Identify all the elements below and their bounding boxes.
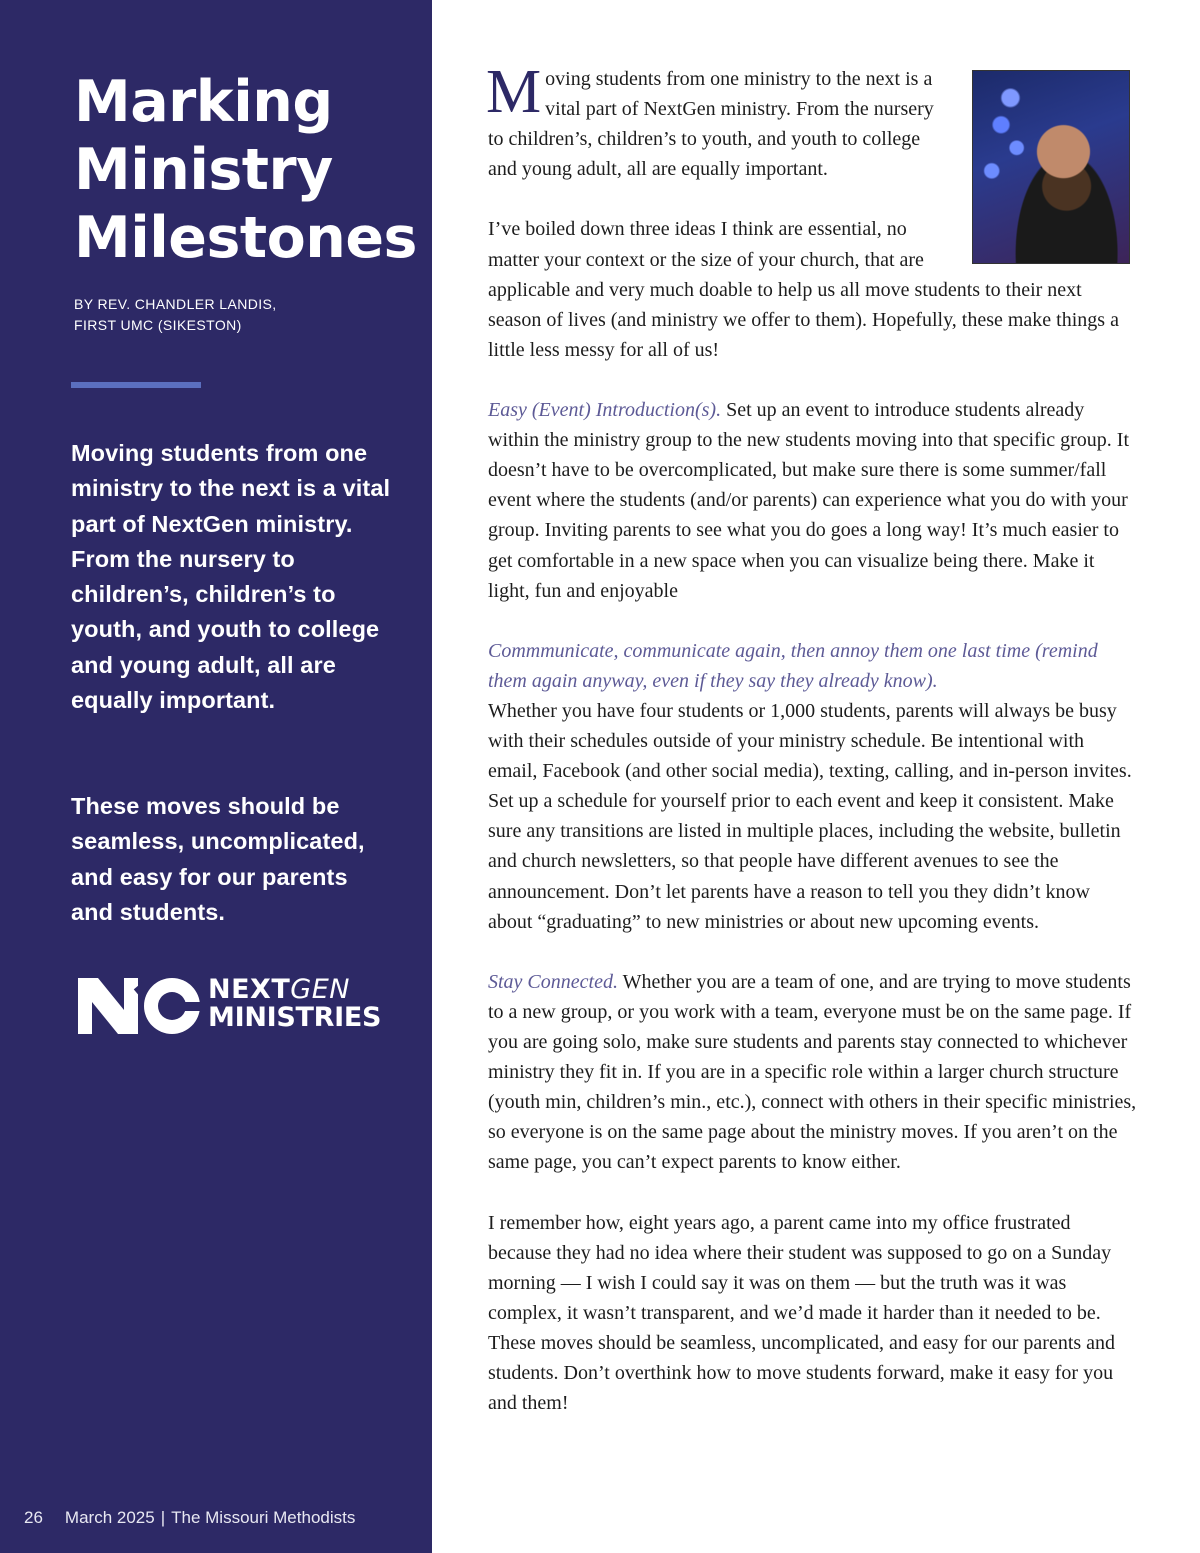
- title-line: Marking: [74, 69, 333, 135]
- issue-date: March 2025: [64, 1508, 155, 1527]
- section-lead: Easy (Event) Introduction(s).: [488, 399, 722, 422]
- accent-rule: [71, 382, 201, 388]
- page-footer: [24, 1506, 355, 1530]
- paragraph: [488, 967, 1138, 1178]
- logo-wordmark: [208, 976, 381, 1032]
- section-lead: Commmunicate, communicate again, then annoy them one last time (remind them again anyway, even if they say they already know).: [488, 639, 1098, 692]
- author-photo: [972, 70, 1130, 264]
- paragraph-text: Whether you are a team of one, and are trying to move students to a new group, or you work with a team, everyone must be on the same page. If you are going solo, make sure students and parents stay connected to whichever ministry they fit in. If you are in a specific role within a larger church structure (youth min, children’s min., etc.), connect with others in their specific ministries, so everyone is on the same page about the ministry moves. If you aren’t on the same page, you can’t expect parents to know either.: [488, 970, 1137, 1174]
- byline-church: FIRST UMC (SIKESTON): [74, 317, 242, 333]
- paragraph-text: Whether you have four students or 1,000 students, parents will always be busy with their schedules outside of your ministry schedule. Be intentional with email, Facebook (and other social media), texting, calling, and in-person invites. Set up a schedule for yourself prior to each event and keep it consistent. Make sure any transitions are listed in multiple places, including the website, bulletin and church newsletters, so that people have different avenues to see the announcement. Don’t let parents have a reason to tell you they didn’t know about “graduating” to new ministries or about new upcoming events.: [488, 699, 1132, 933]
- paragraph: [488, 395, 1138, 606]
- title-line: Milestones: [74, 205, 417, 271]
- page-number: 26: [24, 1508, 43, 1527]
- pull-quote: These moves should be seamless, uncomplicated, and easy for our parents and students.: [71, 793, 365, 925]
- paragraph: I’ve boiled down three ideas I think are essential, no matter your context or the size of your church, that are applicable and very much doable to help us all move students to their next season of lives (and ministry we offer to them). Hopefully, these make things a little less messy for all of us!: [488, 218, 1119, 361]
- section-lead: Stay Connected.: [488, 970, 618, 993]
- byline: [74, 294, 277, 336]
- logo-gen: GEN: [290, 974, 350, 1005]
- sidebar: [0, 0, 432, 1553]
- pull-quote: Moving students from one ministry to the next is a vital part of NextGen ministry. From the nursery to children’s, children’s to youth, and youth to college and young adult, all are equally important.: [71, 440, 391, 714]
- drop-cap: M: [486, 58, 542, 126]
- article-body: [486, 58, 1138, 1448]
- article-title: [74, 68, 417, 272]
- logo-ministries: MINISTRIES: [208, 1002, 382, 1033]
- title-line: Ministry: [74, 137, 333, 203]
- paragraph-text: oving students from one ministry to the next is a vital part of NextGen ministry. From the nursery to children’s, children’s to youth, and youth to college and young adult, all are equally important.: [488, 68, 934, 181]
- publication-name: The Missouri Methodists: [171, 1508, 356, 1527]
- nextgen-mark-icon: [72, 974, 204, 1038]
- byline-author: BY REV. CHANDLER LANDIS,: [74, 296, 277, 312]
- logo-next: NEXT: [208, 974, 291, 1005]
- paragraph-text: Set up an event to introduce students already within the ministry group to the new students moving into that specific group. It doesn’t have to be overcomplicated, but make sure there is some summer/fall event where the students (and/or parents) can experience what you do with your group. Inviting parents to see what you do goes a long way! It’s much easier to get comfortable in a new space when you can visualize being there. Make it light, fun and enjoyable: [488, 399, 1130, 602]
- footer-separator: |: [160, 1508, 166, 1527]
- paragraph: I remember how, eight years ago, a parent came into my office frustrated because they had no idea where their student was supposed to go on a Sunday morning — I wish I could say it was on them — but the truth was it was complex, it wasn’t transparent, and we’d made it harder than it needed to be. These moves should be seamless, uncomplicated, and easy for our parents and students. Don’t overthink how to move students forward, make it easy for you and them!: [488, 1211, 1116, 1415]
- paragraph: [488, 636, 1138, 937]
- nextgen-logo: [72, 974, 382, 1038]
